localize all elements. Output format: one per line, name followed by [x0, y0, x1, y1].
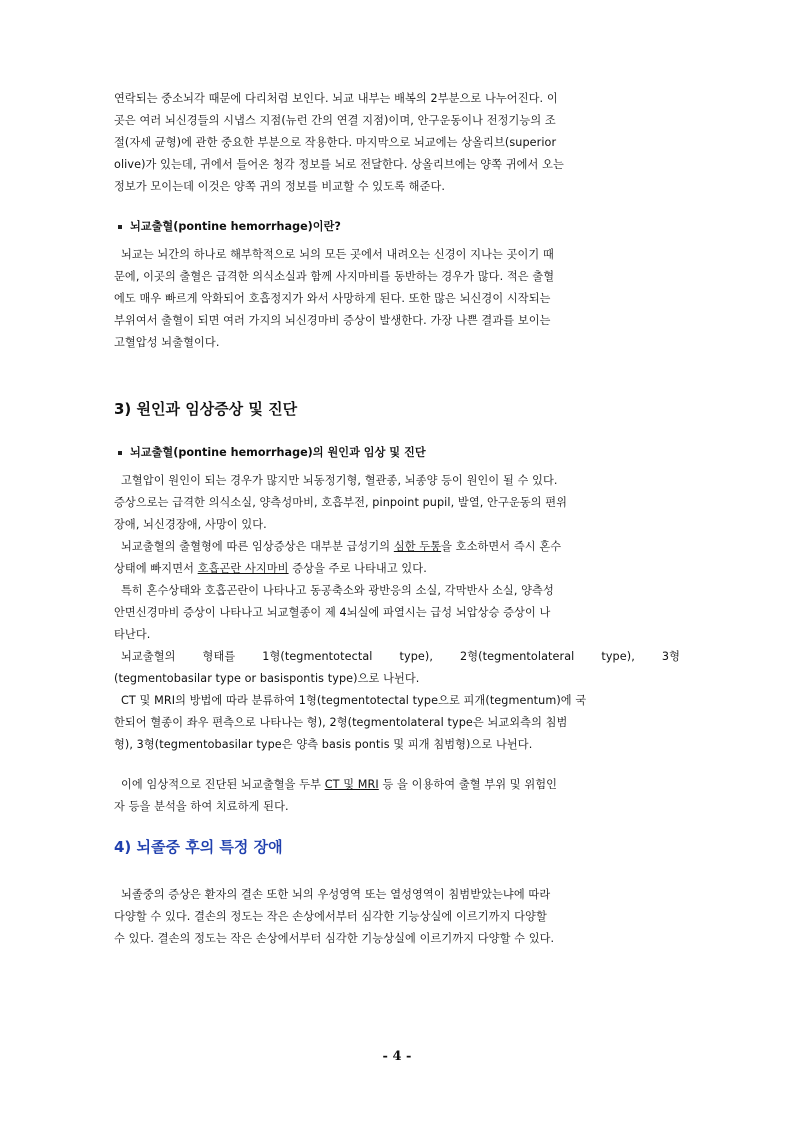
section-heading-3: 3) 원인과 임상증상 및 진단	[114, 400, 298, 418]
ct-mri-paragraph	[114, 690, 680, 756]
text-line: 고혈압이 원인이 되는 경우가 많지만 뇌동정기형, 혈관종, 뇌종양 등이 원인이 될 수 있다.	[121, 474, 558, 487]
text-line: 수 있다. 결손의 정도는 작은 손상에서부터 심각한 기능상실에 이르기까지 다양할 수 있다.	[114, 932, 555, 945]
text-line: (tegmentobasilar type or basispontis type)으로 나뉜다.	[114, 672, 420, 685]
page-content	[114, 88, 680, 950]
text-line: 고혈압성 뇌출혈이다.	[114, 336, 220, 349]
stroke-disability-paragraph	[114, 884, 680, 950]
diagnosis-paragraph	[114, 774, 680, 818]
text-line: 상태에 빠지면서 호흡곤란 사지마비 증상을 주로 나타내고 있다.	[114, 562, 427, 575]
coma-paragraph	[114, 580, 680, 646]
underlined-text: 호흡곤란 사지마비	[197, 562, 289, 575]
text-line: 뇌교는 뇌간의 하나로 해부학적으로 뇌의 모든 곳에서 내려오는 신경이 지나는 곳이기 때	[121, 248, 554, 261]
page-number: - 4 -	[382, 1049, 412, 1064]
section-heading-4: 4) 뇌졸중 후의 특정 장애	[114, 838, 283, 856]
intro-paragraph	[114, 88, 680, 198]
bullet-text: 뇌교출혈(pontine hemorrhage)의 원인과 임상 및 진단	[130, 446, 426, 459]
text-line: 문에, 이곳의 출혈은 급격한 의식소실과 함께 사지마비를 동반하는 경우가 많다. 적은 출혈	[114, 270, 555, 283]
bullet-heading-pontine	[114, 216, 680, 238]
text-line: 특히 혼수상태와 호흡곤란이 나타나고 동공축소와 광반응의 소실, 각막반사 소실, 양측성	[121, 584, 554, 597]
bullet-icon	[118, 225, 122, 229]
text-line: olive)가 있는데, 귀에서 들어온 청각 정보를 뇌로 전달한다. 상올리브에는 양쪽 귀에서 오는	[114, 158, 564, 171]
text-line: 이에 임상적으로 진단된 뇌교출혈을 두부 CT 및 MRI 등 을 이용하여 출혈 부위 및 위험인	[121, 778, 558, 791]
symptoms-paragraph	[114, 536, 680, 580]
bullet-icon	[118, 451, 122, 455]
text-line: 정보가 모이는데 이것은 양쪽 귀의 정보를 비교할 수 있도록 해준다.	[114, 180, 446, 193]
text-line: 절(자세 균형)에 관한 중요한 부분으로 작용한다. 마지막으로 뇌교에는 상올리브(superior	[114, 136, 557, 149]
text-line: 뇌교출혈의 형태를 1형(tegmentotectal type), 2형(tegmentolateral type), 3형	[121, 650, 680, 663]
text-line: 뇌교출혈의 출혈형에 따른 임상증상은 대부분 급성기의 심한 두통을 호소하면서 즉시 혼수	[121, 540, 562, 553]
underlined-text: CT 및 MRI	[324, 778, 379, 791]
causes-paragraph	[114, 470, 680, 536]
text-line: 증상으로는 급격한 의식소실, 양측성마비, 호흡부전, pinpoint pupil, 발열, 안구운동의 편위	[114, 496, 568, 509]
text-line: 연락되는 중소뇌각 때문에 다리처럼 보인다. 뇌교 내부는 배복의 2부분으로 나누어진다. 이	[114, 92, 558, 105]
bullet-heading-causes	[114, 442, 680, 464]
text-line: 다양할 수 있다. 결손의 정도는 작은 손상에서부터 심각한 기능상실에 이르기까지 다양할	[114, 910, 547, 923]
text-line: 안면신경마비 증상이 나타나고 뇌교혈종이 제 4뇌실에 파열시는 급성 뇌압상승 증상이 나	[114, 606, 551, 619]
pontine-definition-paragraph	[114, 244, 680, 354]
text-line: 곳은 여러 뇌신경들의 시냅스 지점(뉴런 간의 연결 지점)이며, 안구운동이나 전정기능의 조	[114, 114, 556, 127]
text-line: CT 및 MRI의 방법에 따라 분류하여 1형(tegmentotectal type으로 피개(tegmentum)에 국	[121, 694, 587, 707]
bullet-text: 뇌교출혈(pontine hemorrhage)이란?	[130, 220, 341, 233]
text-line: 장애, 뇌신경장애, 사망이 있다.	[114, 518, 267, 531]
text-line: 타난다.	[114, 628, 151, 641]
types-paragraph	[114, 646, 680, 690]
text-line: 한되어 혈종이 좌우 편측으로 나타나는 형), 2형(tegmentolateral type은 뇌교외측의 침범	[114, 716, 568, 729]
text-line: 에도 매우 빠르게 악화되어 호흡정지가 와서 사망하게 된다. 또한 많은 뇌신경이 시작되는	[114, 292, 551, 305]
underlined-text: 심한 두통	[393, 540, 442, 553]
text-line: 뇌졸중의 증상은 환자의 결손 또한 뇌의 우성영역 또는 열성영역이 침범받았는냐에 따라	[121, 888, 551, 901]
text-line: 부위여서 출혈이 되면 여러 가지의 뇌신경마비 증상이 발생한다. 가장 나쁜 결과를 보이는	[114, 314, 551, 327]
text-line: 형), 3형(tegmentobasilar type은 양측 basis pontis 및 피개 침범형)으로 나뉜다.	[114, 738, 533, 751]
text-line: 자 등을 분석을 하여 치료하게 된다.	[114, 800, 289, 813]
